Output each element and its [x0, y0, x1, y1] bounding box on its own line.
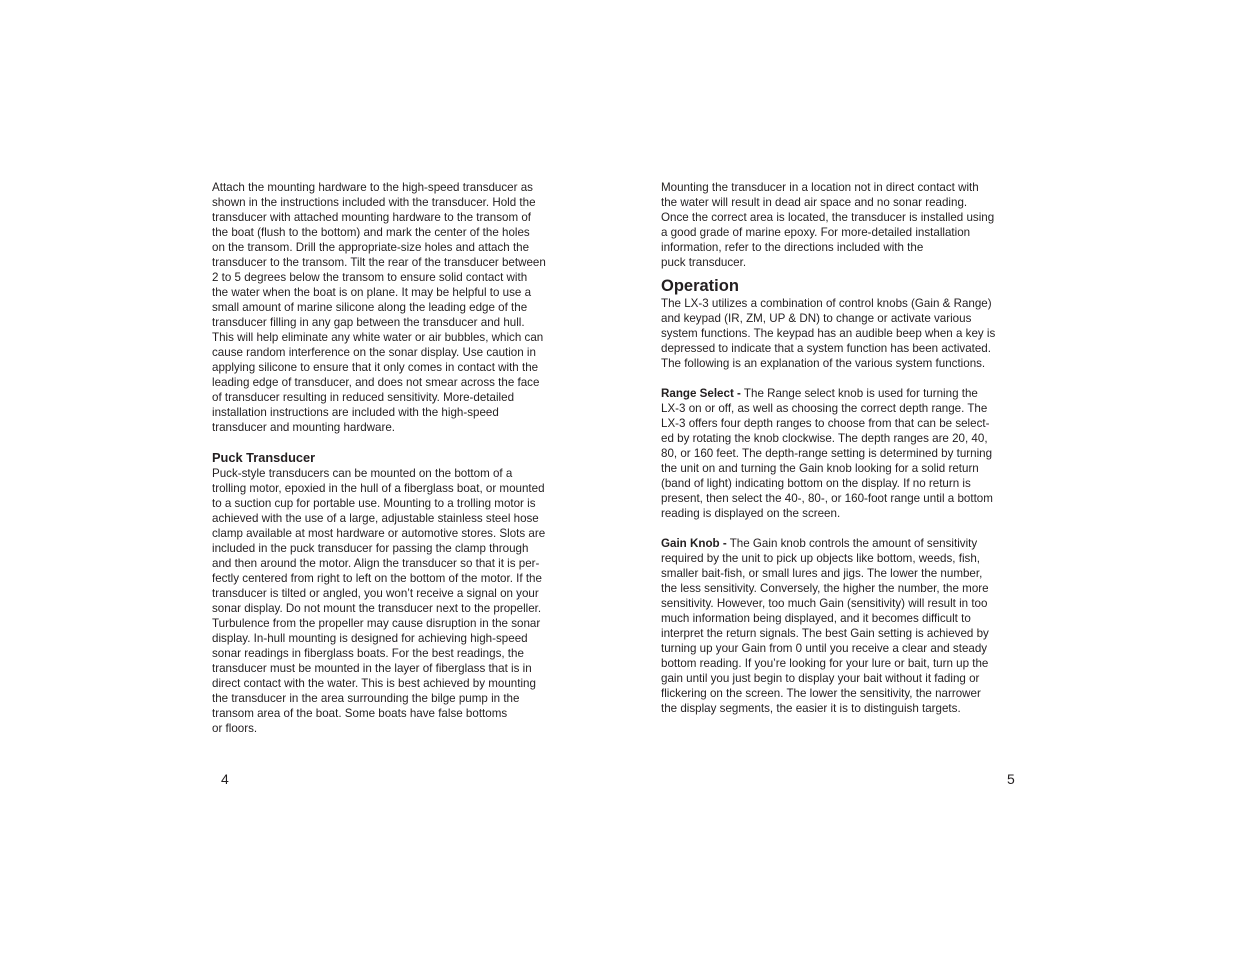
- paragraph-line: transducer filling in any gap between the transducer and hull.: [212, 316, 525, 329]
- right-page-column: [661, 180, 1031, 716]
- paragraph-line: turning up your Gain from 0 until you receive a clear and steady: [661, 642, 988, 655]
- paragraph-line: transducer is tilted or angled, you won’t receive a signal on your: [212, 587, 539, 600]
- paragraph-line: trolling motor, epoxied in the hull of a fiberglass boat, or mounted: [212, 482, 545, 495]
- paragraph-line: sonar display. Do not mount the transducer next to the propeller.: [212, 602, 542, 615]
- page-number-right: 5: [1007, 771, 1015, 787]
- paragraph-line: Mounting the transducer in a location not in direct contact with: [661, 181, 979, 194]
- paragraph-line: sensitivity. However, too much Gain (sensitivity) will result in too: [661, 597, 988, 610]
- paragraph-line: Attach the mounting hardware to the high-speed transducer as: [212, 181, 533, 194]
- paragraph-line: depressed to indicate that a system function has been activated.: [661, 342, 991, 355]
- paragraph-line: This will help eliminate any white water or air bubbles, which can: [212, 331, 544, 344]
- paragraph-line: small amount of marine silicone along the leading edge of the: [212, 301, 528, 314]
- paragraph-line: achieved with the use of a large, adjustable stainless steel hose: [212, 512, 539, 525]
- paragraph-line: sonar readings in fiberglass boats. For the best readings, the: [212, 647, 524, 660]
- paragraph-line: The LX-3 utilizes a combination of control knobs (Gain & Range): [661, 297, 992, 310]
- gain-knob-text: The Gain knob controls the amount of sensitivity: [726, 537, 978, 550]
- paragraph-line: the unit on and turning the Gain knob looking for a solid return: [661, 462, 979, 475]
- paragraph-spacer: [661, 371, 1031, 386]
- paragraph-line: ed by rotating the knob clockwise. The depth ranges are 20, 40,: [661, 432, 988, 445]
- paragraph-line: The following is an explanation of the various system functions.: [661, 357, 986, 370]
- paragraph-line: the water when the boat is on plane. It may be helpful to use a: [212, 286, 532, 299]
- paragraph-line: installation instructions are included with the high-speed: [212, 406, 499, 419]
- range-select-term: Range Select -: [661, 387, 741, 400]
- paragraph-line: the transducer in the area surrounding the bilge pump in the: [212, 692, 520, 705]
- paragraph-line: and keypad (IR, ZM, UP & DN) to change or activate various: [661, 312, 972, 325]
- paragraph-line: leading edge of transducer, and does not smear across the face: [212, 376, 540, 389]
- gain-knob-term: Gain Knob -: [661, 537, 727, 550]
- operation-paragraph: [661, 296, 1031, 371]
- paragraph-line: (band of light) indicating bottom on the display. If no return is: [661, 477, 971, 490]
- paragraph-line: puck transducer.: [661, 256, 747, 269]
- paragraph-line: fectly centered from right to left on the bottom of the motor. If the: [212, 572, 542, 585]
- paragraph-line: [661, 536, 1031, 551]
- paragraph-line: transducer must be mounted in the layer of fiberglass that is in: [212, 662, 532, 675]
- paragraph-line: flickering on the screen. The lower the sensitivity, the narrower: [661, 687, 981, 700]
- paragraph-line: bottom reading. If you’re looking for your lure or bait, turn up the: [661, 657, 989, 670]
- paragraph-line: transducer with attached mounting hardware to the transom of: [212, 211, 532, 224]
- paragraph-line: Once the correct area is located, the transducer is installed using: [661, 211, 995, 224]
- paragraph-line: required by the unit to pick up objects like bottom, weeds, fish,: [661, 552, 980, 565]
- page-number-left: 4: [221, 771, 229, 787]
- paragraph-line: gain until you just begin to display your bait without it fading or: [661, 672, 980, 685]
- paragraph-line: cause random interference on the sonar display. Use caution in: [212, 346, 536, 359]
- paragraph-line: 2 to 5 degrees below the transom to ensure solid contact with: [212, 271, 528, 284]
- paragraph-line: present, then select the 40-, 80-, or 160-foot range until a bottom: [661, 492, 993, 505]
- paragraph-line: included in the puck transducer for passing the clamp through: [212, 542, 529, 555]
- paragraph-line: LX-3 on or off, as well as choosing the correct depth range. The: [661, 402, 988, 415]
- paragraph-line: shown in the instructions included with the transducer. Hold the: [212, 196, 536, 209]
- paragraph-line: transom area of the boat. Some boats have false bottoms: [212, 707, 508, 720]
- paragraph-line: LX-3 offers four depth ranges to choose from that can be select-: [661, 417, 990, 430]
- gain-knob-paragraph: [661, 536, 1031, 716]
- paragraph-line: on the transom. Drill the appropriate-size holes and attach the: [212, 241, 530, 254]
- range-select-text: The Range select knob is used for turning the: [740, 387, 978, 400]
- paragraph-line: of transducer resulting in reduced sensitivity. More-detailed: [212, 391, 515, 404]
- paragraph-line: direct contact with the water. This is best achieved by mounting: [212, 677, 536, 690]
- left-page-column: [212, 180, 582, 736]
- paragraph-line: to a suction cup for portable use. Mounting to a trolling motor is: [212, 497, 536, 510]
- paragraph-line: and then around the motor. Align the transducer so that it is per-: [212, 557, 540, 570]
- puck-mounting-paragraph: [661, 180, 1031, 270]
- paragraph-line: or floors.: [212, 722, 258, 735]
- paragraph-line: smaller bait-fish, or small lures and jigs. The lower the number,: [661, 567, 983, 580]
- paragraph-line: the less sensitivity. Conversely, the higher the number, the more: [661, 582, 989, 595]
- paragraph-line: Turbulence from the propeller may cause disruption in the sonar: [212, 617, 541, 630]
- high-speed-mounting-paragraph: [212, 180, 582, 435]
- puck-transducer-paragraph: [212, 466, 582, 736]
- paragraph-line: transducer and mounting hardware.: [212, 421, 396, 434]
- paragraph-line: a good grade of marine epoxy. For more-detailed installation: [661, 226, 971, 239]
- paragraph-line: the water will result in dead air space and no sonar reading.: [661, 196, 968, 209]
- paragraph-line: Puck-style transducers can be mounted on the bottom of a: [212, 467, 513, 480]
- range-select-paragraph: [661, 386, 1031, 521]
- paragraph-spacer: [212, 435, 582, 450]
- paragraph-line: information, refer to the directions included with the: [661, 241, 924, 254]
- paragraph-line: the boat (flush to the bottom) and mark the center of the holes: [212, 226, 530, 239]
- paragraph-line: display. In-hull mounting is designed for achieving high-speed: [212, 632, 528, 645]
- puck-transducer-heading: Puck Transducer: [212, 450, 316, 465]
- paragraph-line: [661, 386, 1031, 401]
- paragraph-line: 80, or 160 feet. The depth-range setting is determined by turning: [661, 447, 993, 460]
- paragraph-line: clamp available at most hardware or automotive stores. Slots are: [212, 527, 546, 540]
- paragraph-line: applying silicone to ensure that it only comes in contact with the: [212, 361, 539, 374]
- paragraph-line: reading is displayed on the screen.: [661, 507, 841, 520]
- paragraph-line: system functions. The keypad has an audible beep when a key is: [661, 327, 996, 340]
- paragraph-spacer: [661, 521, 1031, 536]
- paragraph-line: interpret the return signals. The best Gain setting is achieved by: [661, 627, 989, 640]
- paragraph-line: transducer to the transom. Tilt the rear of the transducer between: [212, 256, 546, 269]
- operation-heading: Operation: [661, 277, 739, 295]
- paragraph-line: much information being displayed, and it becomes difficult to: [661, 612, 971, 625]
- paragraph-line: the display segments, the easier it is to distinguish targets.: [661, 702, 961, 715]
